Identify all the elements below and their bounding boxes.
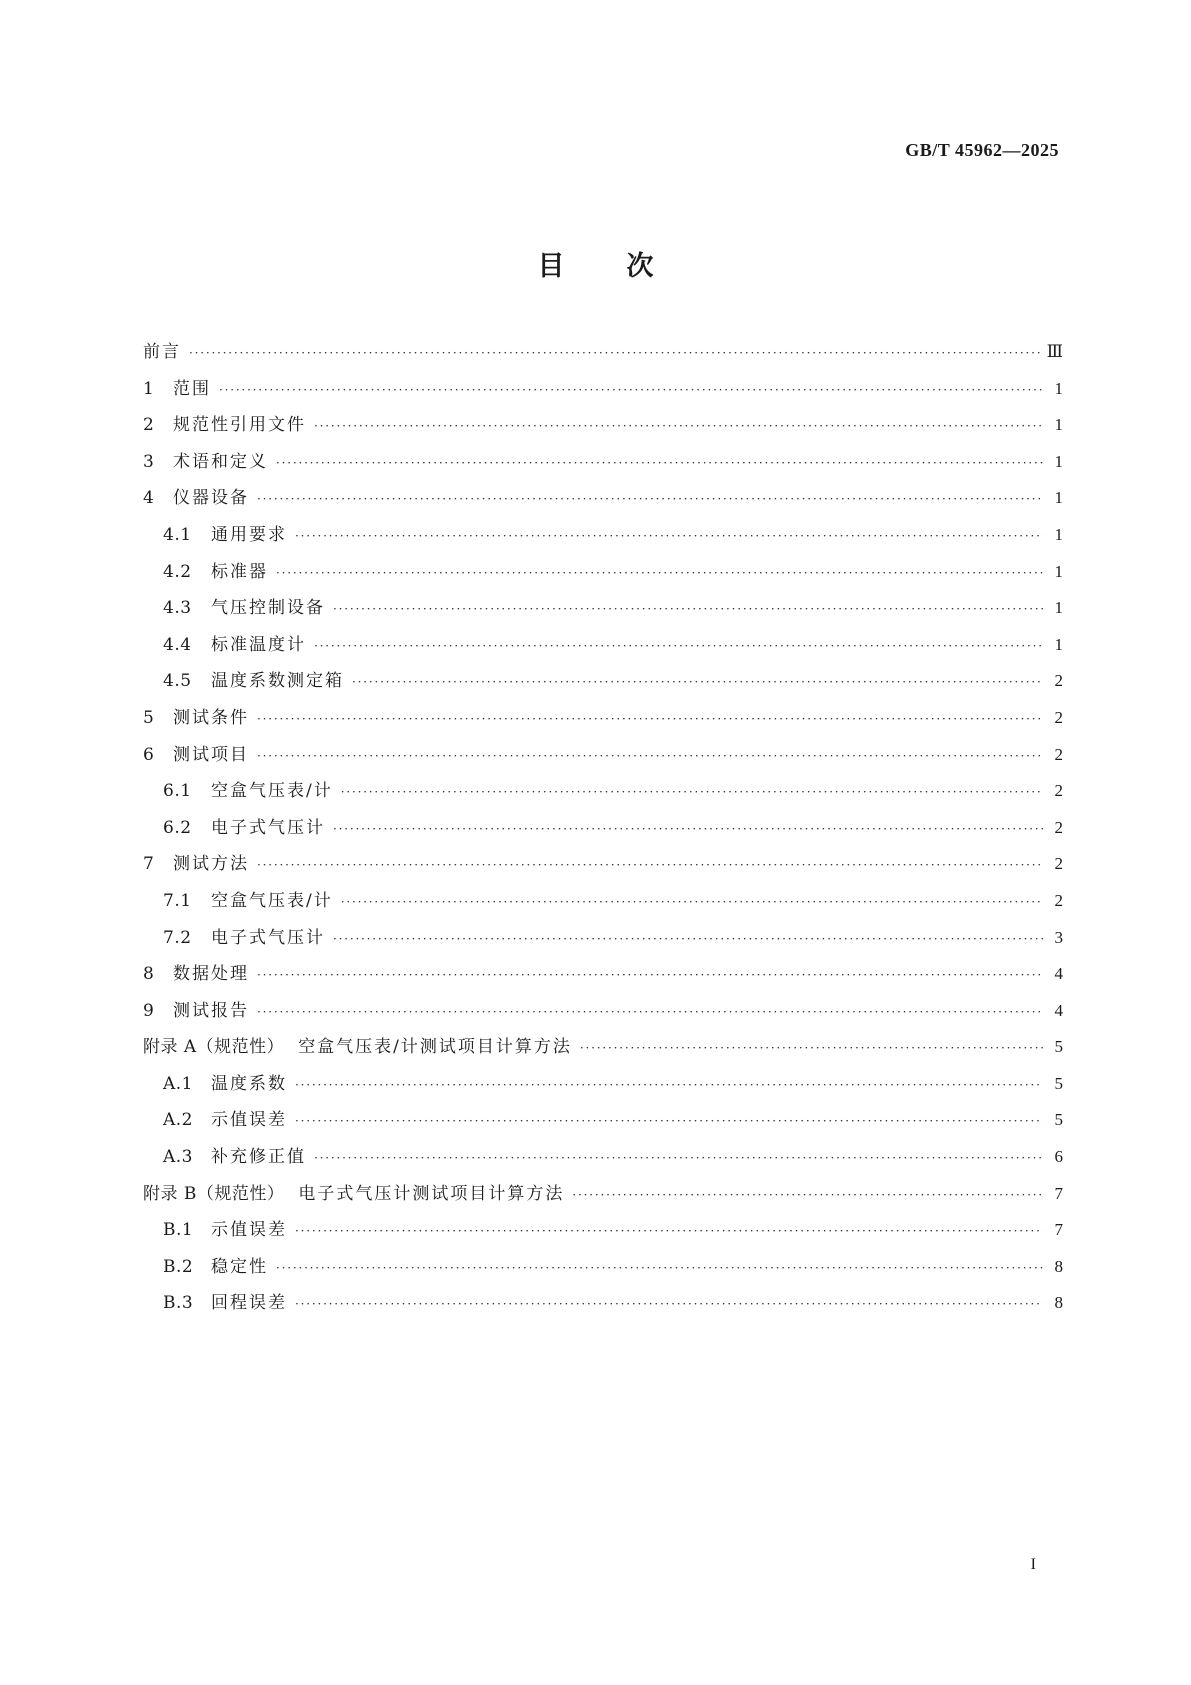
toc-entry[interactable] xyxy=(143,1215,1063,1252)
toc-entry-number: 4 xyxy=(143,488,155,509)
toc-entry-page: 2 xyxy=(1054,781,1063,801)
toc-leader-dots xyxy=(257,968,1043,982)
toc-entry-number: B.2 xyxy=(163,1256,194,1277)
toc-entry-label: 电子式气压计 xyxy=(211,817,325,838)
toc-entry-label: 测试条件 xyxy=(173,707,249,728)
toc-entry-number: 4.1 xyxy=(163,524,192,545)
toc-entry[interactable] xyxy=(143,374,1063,411)
toc-entry-label: 回程误差 xyxy=(211,1293,287,1314)
toc-leader-dots xyxy=(314,639,1043,653)
toc-entry[interactable] xyxy=(143,557,1063,594)
title-char-2: 次 xyxy=(626,251,654,282)
toc-leader-dots xyxy=(219,383,1043,397)
toc-entry-page: 3 xyxy=(1054,927,1063,947)
toc-entry-label: 范围 xyxy=(173,378,211,399)
toc-entry-page: 1 xyxy=(1054,561,1063,581)
toc-entry-number: 4.3 xyxy=(163,598,192,619)
toc-entry-page: 2 xyxy=(1054,890,1063,910)
toc-entry-page: 1 xyxy=(1054,488,1063,508)
toc-entry-page: 1 xyxy=(1054,598,1063,618)
toc-entry-label: 温度系数测定箱 xyxy=(211,671,344,692)
toc-entry-page: Ⅲ xyxy=(1046,342,1063,361)
toc-leader-dots xyxy=(572,1188,1043,1202)
toc-leader-dots xyxy=(333,602,1043,616)
toc-entry-label: 空盒气压表/计 xyxy=(211,890,333,911)
toc-leader-dots xyxy=(257,749,1043,763)
toc-entry-number: 7.2 xyxy=(163,927,192,948)
toc-entry[interactable] xyxy=(143,1252,1063,1289)
toc-entry-number: B.3 xyxy=(163,1293,194,1314)
toc-entry-number: 4.5 xyxy=(163,671,192,692)
toc-entry-page: 6 xyxy=(1054,1147,1063,1167)
toc-entry-page: 2 xyxy=(1054,707,1063,727)
title-char-1: 目 xyxy=(537,251,565,282)
toc-entry[interactable] xyxy=(143,447,1063,484)
toc-entry[interactable] xyxy=(143,520,1063,557)
toc-entry-number: 6.1 xyxy=(163,781,192,802)
toc-entry-number: 6 xyxy=(143,744,155,765)
toc-entry[interactable] xyxy=(143,1142,1063,1179)
table-of-contents xyxy=(143,337,1063,1325)
toc-leader-dots xyxy=(295,1297,1043,1311)
toc-entry-number: 7.1 xyxy=(163,890,192,911)
toc-entry[interactable] xyxy=(143,593,1063,630)
toc-entry-number: B.1 xyxy=(163,1220,194,1241)
page-title xyxy=(0,244,1191,283)
toc-leader-dots xyxy=(189,346,1041,360)
toc-entry[interactable] xyxy=(143,666,1063,703)
toc-entry-label: 通用要求 xyxy=(211,524,287,545)
toc-entry-label: 示值误差 xyxy=(211,1220,287,1241)
toc-entry-label: 数据处理 xyxy=(173,964,249,985)
toc-entry-page: 2 xyxy=(1054,744,1063,764)
toc-entry[interactable] xyxy=(143,776,1063,813)
toc-entry-label: 规范性引用文件 xyxy=(173,415,306,436)
toc-entry-page: 1 xyxy=(1054,524,1063,544)
toc-leader-dots xyxy=(257,712,1043,726)
toc-entry-label: 测试报告 xyxy=(173,1000,249,1021)
toc-leader-dots xyxy=(341,785,1043,799)
toc-entry-page: 5 xyxy=(1054,1037,1063,1057)
toc-entry-page: 1 xyxy=(1054,378,1063,398)
toc-entry[interactable] xyxy=(143,1105,1063,1142)
toc-leader-dots xyxy=(580,1041,1043,1055)
toc-entry[interactable] xyxy=(143,886,1063,923)
toc-leader-dots xyxy=(333,932,1043,946)
toc-entry-number: A.1 xyxy=(163,1073,193,1094)
toc-entry-number: 附录 B（规范性） xyxy=(143,1183,285,1204)
toc-entry-number: A.3 xyxy=(163,1147,193,1168)
toc-entry-label: 电子式气压计 xyxy=(211,927,325,948)
toc-entry-page: 1 xyxy=(1054,451,1063,471)
toc-entry-number: 9 xyxy=(143,1000,155,1021)
toc-entry-number: 3 xyxy=(143,451,155,472)
toc-entry[interactable] xyxy=(143,1179,1063,1216)
toc-leader-dots xyxy=(257,1005,1043,1019)
toc-leader-dots xyxy=(276,566,1043,580)
toc-entry-page: 1 xyxy=(1054,634,1063,654)
toc-entry-number: 7 xyxy=(143,854,155,875)
toc-leader-dots xyxy=(295,1224,1043,1238)
toc-entry-page: 4 xyxy=(1054,1000,1063,1020)
toc-entry[interactable] xyxy=(143,849,1063,886)
toc-entry-page: 4 xyxy=(1054,964,1063,984)
toc-entry[interactable] xyxy=(143,410,1063,447)
toc-entry[interactable] xyxy=(143,337,1063,374)
toc-entry-page: 2 xyxy=(1054,854,1063,874)
toc-entry-page: 8 xyxy=(1054,1293,1063,1313)
toc-entry[interactable] xyxy=(143,1032,1063,1069)
toc-entry-label: 标准温度计 xyxy=(211,634,306,655)
toc-entry-label: 空盒气压表/计 xyxy=(211,781,333,802)
toc-leader-dots xyxy=(314,1151,1043,1165)
toc-entry-label: 术语和定义 xyxy=(173,451,268,472)
toc-leader-dots xyxy=(295,1078,1043,1092)
toc-entry-page: 7 xyxy=(1054,1220,1063,1240)
toc-entry-label: 测试方法 xyxy=(173,854,249,875)
toc-entry-label: 标准器 xyxy=(211,561,268,582)
toc-entry-number: 2 xyxy=(143,415,155,436)
toc-entry-number: 4.2 xyxy=(163,561,192,582)
toc-leader-dots xyxy=(314,419,1043,433)
toc-entry-page: 5 xyxy=(1054,1110,1063,1130)
toc-entry-label: 示值误差 xyxy=(211,1110,287,1131)
toc-entry-page: 2 xyxy=(1054,817,1063,837)
toc-entry-page: 2 xyxy=(1054,671,1063,691)
toc-entry[interactable] xyxy=(143,1288,1063,1325)
toc-entry-number: 4.4 xyxy=(163,634,192,655)
toc-entry-label: 前言 xyxy=(143,342,181,362)
standard-code: GB/T 45962—2025 xyxy=(905,140,1059,160)
toc-entry-page: 8 xyxy=(1054,1256,1063,1276)
toc-entry[interactable] xyxy=(143,996,1063,1033)
toc-entry[interactable] xyxy=(143,483,1063,520)
toc-leader-dots xyxy=(352,675,1043,689)
toc-entry-number: A.2 xyxy=(163,1110,193,1131)
toc-entry-label: 仪器设备 xyxy=(173,488,249,509)
toc-entry-page: 5 xyxy=(1054,1073,1063,1093)
toc-entry[interactable] xyxy=(143,703,1063,740)
toc-leader-dots xyxy=(333,822,1043,836)
toc-entry[interactable] xyxy=(143,740,1063,777)
toc-leader-dots xyxy=(257,492,1043,506)
toc-entry-number: 5 xyxy=(143,707,155,728)
toc-entry-label: 空盒气压表/计测试项目计算方法 xyxy=(298,1037,572,1058)
toc-entry-page: 7 xyxy=(1054,1183,1063,1203)
toc-entry[interactable] xyxy=(143,630,1063,667)
toc-entry-label: 补充修正值 xyxy=(211,1147,306,1168)
toc-leader-dots xyxy=(341,895,1043,909)
toc-entry-label: 电子式气压计测试项目计算方法 xyxy=(298,1183,565,1204)
toc-entry-label: 温度系数 xyxy=(211,1073,287,1094)
toc-entry-number: 1 xyxy=(143,378,155,399)
toc-entry[interactable] xyxy=(143,1069,1063,1106)
toc-entry-number: 8 xyxy=(143,964,155,985)
toc-leader-dots xyxy=(257,858,1043,872)
toc-entry[interactable] xyxy=(143,923,1063,960)
toc-entry-label: 气压控制设备 xyxy=(211,598,325,619)
toc-entry-label: 稳定性 xyxy=(211,1256,268,1277)
toc-leader-dots xyxy=(295,1114,1043,1128)
toc-entry[interactable] xyxy=(143,813,1063,850)
toc-leader-dots xyxy=(276,1261,1043,1275)
toc-leader-dots xyxy=(276,456,1043,470)
toc-entry[interactable] xyxy=(143,959,1063,996)
toc-entry-label: 测试项目 xyxy=(173,744,249,765)
toc-entry-number: 附录 A（规范性） xyxy=(143,1037,285,1058)
page-number: I xyxy=(1030,1556,1036,1573)
toc-entry-page: 1 xyxy=(1054,415,1063,435)
toc-leader-dots xyxy=(295,529,1043,543)
toc-entry-number: 6.2 xyxy=(163,817,192,838)
